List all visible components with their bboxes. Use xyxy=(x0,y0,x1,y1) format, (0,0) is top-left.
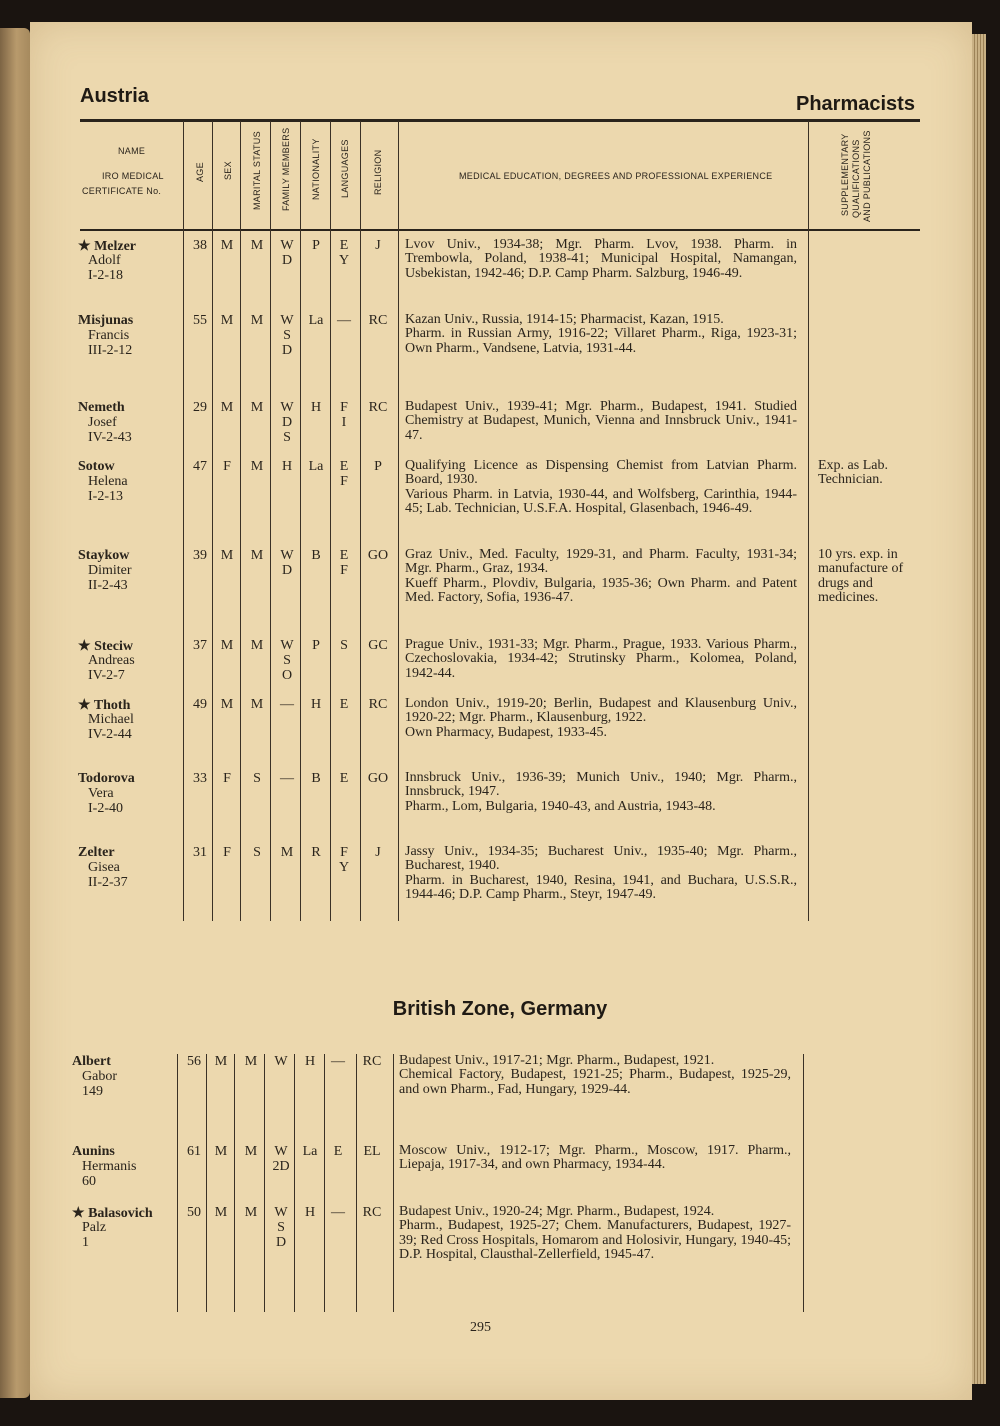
left-page-edge xyxy=(0,28,30,1398)
table-row xyxy=(0,770,1000,816)
entry-given-name: Vera xyxy=(88,786,114,801)
experience-part-2: Kueff Pharm., Plovdiv, Bulgaria, 1935-36; Own Pharm. and Patent Med. Factory, Sofia, 1936-47. xyxy=(405,575,797,606)
entry-nationality: H xyxy=(304,1054,316,1069)
entry-religion: GC xyxy=(368,638,388,653)
table-row xyxy=(0,1053,994,1099)
entry-marital: S xyxy=(253,771,261,786)
entry-experience xyxy=(405,313,797,356)
experience-part-2: Chemical Factory, Budapest, 1921-25; Pharm., Budapest, 1925-29, and own Pharm., Fad, Hungary, 1929-44. xyxy=(399,1067,791,1097)
surname-text: Misjunas xyxy=(78,313,134,328)
entry-surname xyxy=(78,459,188,475)
entry-sex: M xyxy=(220,697,234,712)
entry-experience xyxy=(405,459,797,517)
entry-family: M xyxy=(280,845,294,860)
entry-languages: E F xyxy=(339,548,349,578)
entry-languages: F Y xyxy=(338,845,350,875)
entry-family: H xyxy=(281,459,293,474)
entry-religion: RC xyxy=(368,697,388,712)
entry-family: W S D xyxy=(280,313,294,358)
entry-religion: J xyxy=(375,238,381,253)
entry-experience xyxy=(405,238,797,281)
col-cert-label: CERTIFICATE No. xyxy=(82,186,162,196)
col-divider xyxy=(206,1054,207,1312)
entry-family: W D xyxy=(280,238,294,268)
entry-age: 50 xyxy=(187,1205,201,1220)
entry-cert: IV-2-7 xyxy=(88,668,125,683)
col-divider xyxy=(393,1054,394,1312)
entry-given-name: Adolf xyxy=(88,253,121,268)
entry-family: — xyxy=(280,697,294,712)
entry-age: 37 xyxy=(193,638,207,653)
entry-nationality: B xyxy=(311,771,321,786)
entry-languages: E F xyxy=(339,459,349,489)
col-iro-label: IRO MEDICAL xyxy=(102,171,164,181)
entry-given-name: Gisea xyxy=(88,860,120,875)
entry-family: W 2D xyxy=(272,1144,290,1174)
surname-text: Zelter xyxy=(78,845,115,860)
experience-part-2: Pharm., Lom, Bulgaria, 1940-43, and Austria, 1943-48. xyxy=(405,798,716,814)
experience-part-1: Jassy Univ., 1934-35; Bucharest Univ., 1935-40; Mgr. Pharm., Bucharest, 1940. xyxy=(405,844,797,874)
entry-religion: RC xyxy=(362,1054,382,1069)
surname-text: Staykow xyxy=(78,548,130,563)
entry-cert: I-2-40 xyxy=(88,801,123,816)
entry-marital: M xyxy=(250,459,264,474)
entry-nationality: La xyxy=(308,313,324,328)
entry-religion: GO xyxy=(367,548,389,563)
country-heading: Austria xyxy=(80,85,149,107)
entry-religion: GO xyxy=(367,771,389,786)
entry-sex: M xyxy=(220,548,234,563)
entry-family: W xyxy=(274,1054,288,1069)
entry-given-name: Gabor xyxy=(82,1069,117,1084)
entry-family: W D S xyxy=(280,400,294,445)
table-row xyxy=(0,1204,994,1263)
entry-given-name: Helena xyxy=(88,474,128,489)
entry-languages: E xyxy=(339,771,349,786)
surname-text: Balasovich xyxy=(88,1206,153,1221)
table-row xyxy=(0,547,1000,606)
entry-languages: E Y xyxy=(338,238,350,268)
col-divider xyxy=(324,1054,325,1312)
entry-religion: P xyxy=(374,459,382,474)
entry-sex: M xyxy=(214,1054,228,1069)
entry-cert: 149 xyxy=(82,1084,103,1099)
entry-cert: I-2-18 xyxy=(88,268,123,283)
experience-part-1: Moscow Univ., 1912-17; Mgr. Pharm., Moscow, 1917. Pharm., Liepaja, 1917-34, and own Pharmacy, 1934-44. xyxy=(399,1143,791,1173)
entry-marital: M xyxy=(250,313,264,328)
entry-religion: RC xyxy=(368,313,388,328)
surname-text: Thoth xyxy=(93,698,131,713)
experience-part-1: Prague Univ., 1931-33; Mgr. Pharm., Prague, 1933. Various Pharm., Czechoslovakia, 1934-42; Strutinsky Pharm., Kolomea, Poland, 1942-44. xyxy=(405,637,797,681)
entry-languages: E xyxy=(339,697,349,712)
section-title: British Zone, Germany xyxy=(392,998,608,1020)
entry-sex: M xyxy=(220,638,234,653)
entry-marital: M xyxy=(244,1054,258,1069)
entry-nationality: La xyxy=(302,1144,318,1159)
table-row xyxy=(0,1143,994,1189)
entry-surname xyxy=(78,548,188,564)
entry-languages: — xyxy=(331,1054,345,1069)
entry-given-name: Andreas xyxy=(88,653,135,668)
col-experience-label: MEDICAL EDUCATION, DEGREES AND PROFESSIONAL EXPERIENCE xyxy=(459,171,773,181)
experience-part-2: Pharm., Budapest, 1925-27; Chem. Manufacturers, Budapest, 1927-39; Red Cross Hospitals, Homarom and Holosivir, Hungary, 1940-45; D.P. Hospital, Clausthal-Zellerfield, 1945-47. xyxy=(399,1218,791,1263)
entry-given-name: Josef xyxy=(88,415,117,430)
surname-text: Todorova xyxy=(78,771,135,786)
entry-surname xyxy=(78,400,188,416)
star-icon: ★ xyxy=(72,1206,85,1221)
entry-experience xyxy=(399,1054,791,1097)
entry-supplementary: Exp. as Lab. Technician. xyxy=(818,458,888,488)
entry-marital: M xyxy=(250,697,264,712)
col-sex-label: SEX xyxy=(223,161,233,180)
entry-sex: M xyxy=(220,238,234,253)
entry-marital: S xyxy=(253,845,261,860)
entry-cert: I-2-13 xyxy=(88,489,123,504)
surname-text: Aunins xyxy=(72,1144,115,1159)
table-row xyxy=(0,696,1000,742)
table-row xyxy=(0,312,1000,358)
entry-marital: M xyxy=(250,238,264,253)
entry-marital: M xyxy=(244,1205,258,1220)
col-supp1-label: SUPPLEMENTARY xyxy=(840,133,850,216)
entry-experience xyxy=(405,845,797,903)
table-row xyxy=(0,458,1000,517)
entry-marital: M xyxy=(250,548,264,563)
entry-religion: EL xyxy=(363,1144,381,1159)
experience-part-1: Graz Univ., Med. Faculty, 1929-31, and Pharm. Faculty, 1931-34; Mgr. Pharm., Graz, 1934. xyxy=(405,547,797,577)
entry-cert: III-2-12 xyxy=(88,343,133,358)
entry-given-name: Michael xyxy=(88,712,134,727)
col-divider xyxy=(356,1054,357,1312)
entry-surname xyxy=(78,845,188,861)
entry-religion: J xyxy=(375,845,381,860)
col-name-label: NAME xyxy=(118,146,146,156)
entry-sex: F xyxy=(223,845,231,860)
entry-cert: 1 xyxy=(82,1235,89,1250)
surname-text: Albert xyxy=(72,1054,111,1069)
entry-experience xyxy=(399,1205,791,1263)
col-divider xyxy=(264,1054,265,1312)
entry-supplementary: 10 yrs. exp. in manufacture of drugs and medicines. xyxy=(818,547,904,606)
table-row xyxy=(0,237,1000,283)
entry-age: 39 xyxy=(193,548,207,563)
entry-languages: F I xyxy=(340,400,348,430)
experience-part-1: Lvov Univ., 1934-38; Mgr. Pharm. Lvov, 1938. Pharm. in Trembowla, Poland, 1938-41; Municipal Hospital, Namangan, Usbekistan, 1942-46; D.P. Camp Pharm. Salzburg, 1946-49. xyxy=(405,237,797,281)
surname-text: Sotow xyxy=(78,459,115,474)
col-languages-label: LANGUAGES xyxy=(340,139,350,198)
entry-nationality: P xyxy=(312,638,320,653)
entry-marital: M xyxy=(250,638,264,653)
entry-given-name: Francis xyxy=(88,328,130,343)
entry-surname xyxy=(78,313,188,329)
experience-part-1: Budapest Univ., 1920-24; Mgr. Pharm., Budapest, 1924. xyxy=(399,1204,715,1219)
experience-part-1: London Univ., 1919-20; Berlin, Budapest and Klausenburg Univ., 1920-22; Mgr. Pharm., Klausenburg, 1922. xyxy=(405,696,797,726)
entry-languages: S xyxy=(340,638,348,653)
entry-languages: E xyxy=(333,1144,343,1159)
entry-marital: M xyxy=(250,400,264,415)
entry-experience xyxy=(399,1144,791,1173)
page-number: 295 xyxy=(470,1320,491,1335)
experience-part-1: Kazan Univ., Russia, 1914-15; Pharmacist, Kazan, 1915. xyxy=(405,312,724,327)
entry-experience xyxy=(405,771,797,814)
entry-given-name: Palz xyxy=(82,1220,107,1235)
entry-experience xyxy=(405,400,797,443)
entry-surname xyxy=(78,771,188,787)
entry-sex: M xyxy=(220,313,234,328)
experience-part-2: Pharm. in Russian Army, 1916-22; Villaret Pharm., Riga, 1923-31; Own Pharm., Vandsene, Latvia, 1931-44. xyxy=(405,326,797,356)
entry-given-name: Dimiter xyxy=(88,563,132,578)
entry-nationality: H xyxy=(304,1205,316,1220)
table-row xyxy=(0,399,1000,445)
entry-age: 61 xyxy=(187,1144,201,1159)
entry-age: 47 xyxy=(193,459,207,474)
entry-sex: F xyxy=(223,771,231,786)
col-supp3-label: AND PUBLICATIONS xyxy=(862,130,872,222)
entry-sex: M xyxy=(214,1205,228,1220)
entry-cert: IV-2-43 xyxy=(88,430,132,445)
entry-family: — xyxy=(280,771,294,786)
experience-part-2: Various Pharm. in Latvia, 1930-44, and Wolfsberg, Carinthia, 1944-45; Lab. Technician, U.S.F.A. Hospital, Glasenbach, 1946-49. xyxy=(405,486,797,517)
col-age-label: AGE xyxy=(195,162,205,182)
entry-age: 55 xyxy=(193,313,207,328)
entry-experience xyxy=(405,697,797,740)
entry-surname xyxy=(72,1144,182,1160)
entry-family: W D xyxy=(280,548,294,578)
experience-part-1: Budapest Univ., 1917-21; Mgr. Pharm., Budapest, 1921. xyxy=(399,1053,715,1068)
entry-sex: F xyxy=(223,459,231,474)
entry-family: W S O xyxy=(280,638,294,683)
experience-part-2: Pharm. in Bucharest, 1940, Resina, 1941, and Buchara, U.S.S.R., 1944-46; D.P. Camp Pharm., Steyr, 1947-49. xyxy=(405,872,797,903)
col-divider xyxy=(803,1054,804,1312)
entry-nationality: R xyxy=(311,845,321,860)
entry-sex: M xyxy=(220,400,234,415)
surname-text: Steciw xyxy=(94,639,133,654)
profession-heading: Pharmacists xyxy=(796,93,915,115)
experience-part-1: Qualifying Licence as Dispensing Chemist from Latvian Pharm. Board, 1930. xyxy=(405,458,797,488)
col-divider xyxy=(294,1054,295,1312)
surname-text: Nemeth xyxy=(78,400,125,415)
entry-nationality: La xyxy=(308,459,324,474)
surname-text: Melzer xyxy=(94,239,137,254)
entry-experience xyxy=(405,548,797,606)
experience-part-1: Innsbruck Univ., 1936-39; Munich Univ., 1940; Mgr. Pharm., Innsbruck, 1947. xyxy=(405,770,797,800)
col-divider xyxy=(234,1054,235,1312)
experience-part-2: Own Pharmacy, Budapest, 1933-45. xyxy=(405,724,608,740)
entry-age: 49 xyxy=(193,697,207,712)
entry-religion: RC xyxy=(368,400,388,415)
col-marital-label: MARITAL STATUS xyxy=(252,131,262,210)
entry-age: 56 xyxy=(187,1054,201,1069)
entry-family: W S D xyxy=(274,1205,288,1250)
experience-part-1: Budapest Univ., 1939-41; Mgr. Pharm., Budapest, 1941. Studied Chemistry at Budapest, Munich, Vienna and Innsbruck Univ., 1941-47. xyxy=(405,399,797,443)
star-icon: ★ xyxy=(78,639,91,654)
entry-sex: M xyxy=(214,1144,228,1159)
entry-nationality: H xyxy=(310,697,322,712)
col-nationality-label: NATIONALITY xyxy=(311,138,321,200)
col-family-label: FAMILY MEMBERS xyxy=(281,127,291,211)
entry-nationality: H xyxy=(310,400,322,415)
entry-age: 38 xyxy=(193,238,207,253)
col-supp2-label: QUALIFICATIONS xyxy=(851,139,861,218)
header-top-rule xyxy=(80,119,920,122)
entry-nationality: P xyxy=(312,238,320,253)
entry-religion: RC xyxy=(362,1205,382,1220)
entry-languages: — xyxy=(337,313,351,328)
entry-marital: M xyxy=(244,1144,258,1159)
entry-experience xyxy=(405,638,797,681)
table-row xyxy=(0,844,1000,903)
page-stack-edge xyxy=(972,34,986,1384)
entry-cert: II-2-43 xyxy=(88,578,128,593)
entry-age: 33 xyxy=(193,771,207,786)
entry-age: 29 xyxy=(193,400,207,415)
header-bottom-rule xyxy=(80,229,920,231)
entry-cert: IV-2-44 xyxy=(88,727,132,742)
col-religion-label: RELIGION xyxy=(373,149,383,195)
entry-languages: — xyxy=(331,1205,345,1220)
entry-surname xyxy=(72,1054,182,1070)
entry-given-name: Hermanis xyxy=(82,1159,137,1174)
entry-cert: 60 xyxy=(82,1174,96,1189)
table-row xyxy=(0,637,1000,683)
star-icon: ★ xyxy=(78,698,91,713)
entry-age: 31 xyxy=(193,845,207,860)
entry-cert: II-2-37 xyxy=(88,875,128,890)
star-icon: ★ xyxy=(78,239,91,254)
entry-nationality: B xyxy=(311,548,321,563)
